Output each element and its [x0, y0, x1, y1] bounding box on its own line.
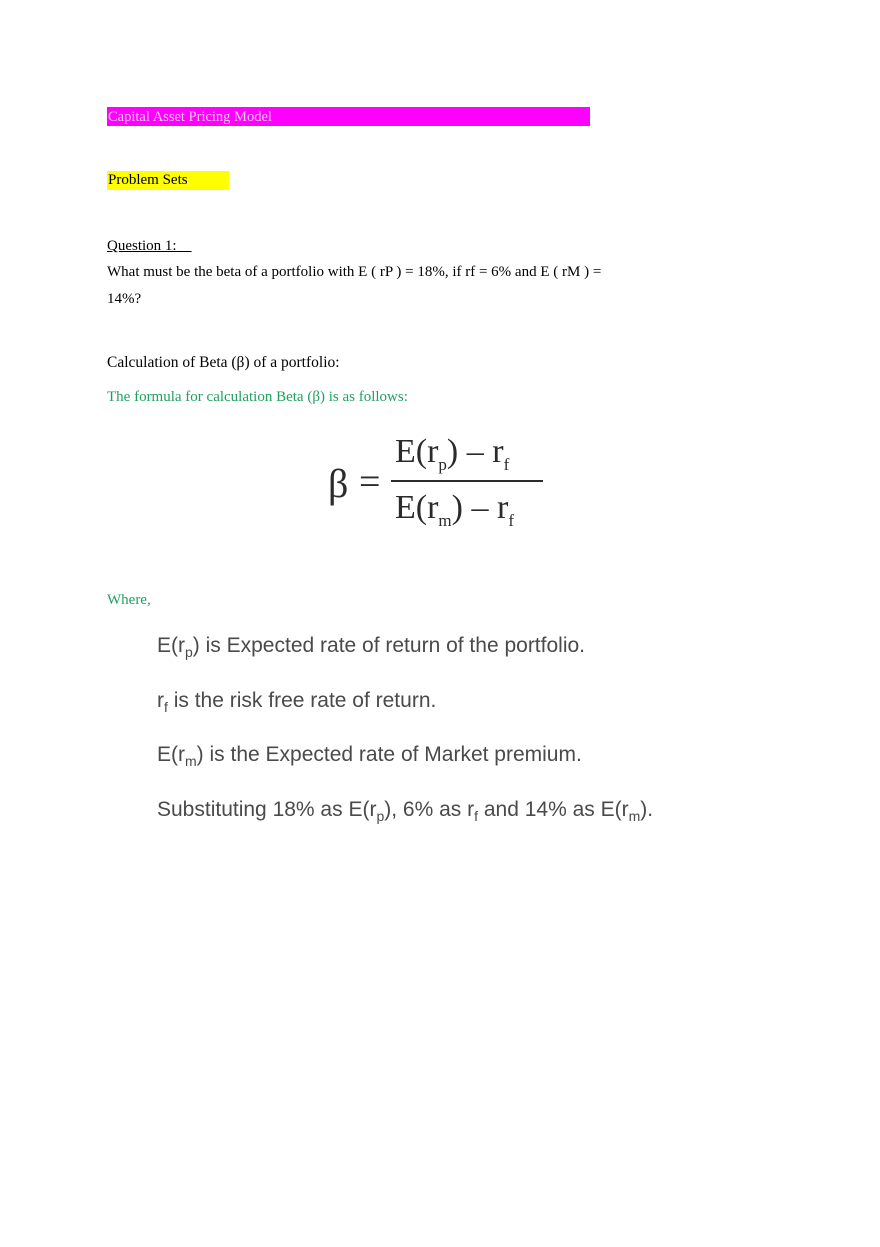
- formula-denominator: [395, 488, 514, 528]
- def4-part-a: Substituting 18% as E(r: [157, 798, 377, 821]
- def4-subscript-m: m: [628, 808, 641, 824]
- def1-part-b: ) is Expected rate of return of the portfolio.: [192, 634, 585, 657]
- formula-numerator: [395, 432, 509, 472]
- definition-market-premium: [157, 742, 582, 768]
- where-label: Where,: [107, 592, 151, 608]
- calculation-heading: Calculation of Beta (β) of a portfolio:: [107, 354, 340, 371]
- def2-subscript: f: [164, 699, 168, 715]
- document-title: Capital Asset Pricing Model: [108, 109, 272, 125]
- denominator-prefix: E(r: [395, 489, 439, 526]
- formula-intro: The formula for calculation Beta (β) is as follows:: [107, 389, 408, 405]
- definition-risk-free-rate: [157, 688, 436, 714]
- denominator-suffix: ) – r: [451, 489, 509, 526]
- question-label-text: Question 1:: [107, 238, 177, 254]
- question-text-line-2: 14%?: [107, 291, 142, 307]
- numerator-subscript-f: f: [503, 455, 510, 474]
- numerator-suffix: ) – r: [446, 433, 504, 470]
- fraction-bar: [391, 480, 543, 482]
- def4-subscript-p: p: [376, 808, 385, 824]
- def4-part-b: ), 6% as r: [384, 798, 475, 821]
- def1-part-a: E(r: [157, 634, 185, 657]
- section-heading: Problem Sets: [108, 172, 188, 188]
- denominator-subscript-m: m: [438, 511, 452, 530]
- def3-subscript: m: [185, 753, 197, 769]
- def3-part-a: E(r: [157, 743, 185, 766]
- question-text-line-1: What must be the beta of a portfolio with E ( rP ) = 18%, if rf = 6% and E ( rM ) =: [107, 264, 602, 280]
- numerator-subscript-p: p: [438, 455, 447, 474]
- denominator-subscript-f: f: [508, 511, 514, 530]
- beta-symbol: β: [328, 461, 349, 506]
- beta-formula: [325, 432, 550, 542]
- def4-part-c: and 14% as E(r: [478, 798, 629, 821]
- numerator-prefix: E(r: [395, 433, 439, 470]
- def2-part-b: is the risk free rate of return.: [167, 689, 437, 712]
- definition-substitution: [157, 797, 653, 823]
- def2-part-a: r: [157, 689, 164, 712]
- def4-part-d: ).: [640, 798, 654, 821]
- equals-sign: =: [359, 461, 381, 503]
- question-label: [107, 237, 192, 255]
- definition-expected-return: [157, 633, 585, 659]
- def1-subscript: p: [185, 644, 193, 660]
- def4-subscript-f: f: [474, 808, 478, 824]
- def3-part-b: ) is the Expected rate of Market premium.: [196, 743, 582, 766]
